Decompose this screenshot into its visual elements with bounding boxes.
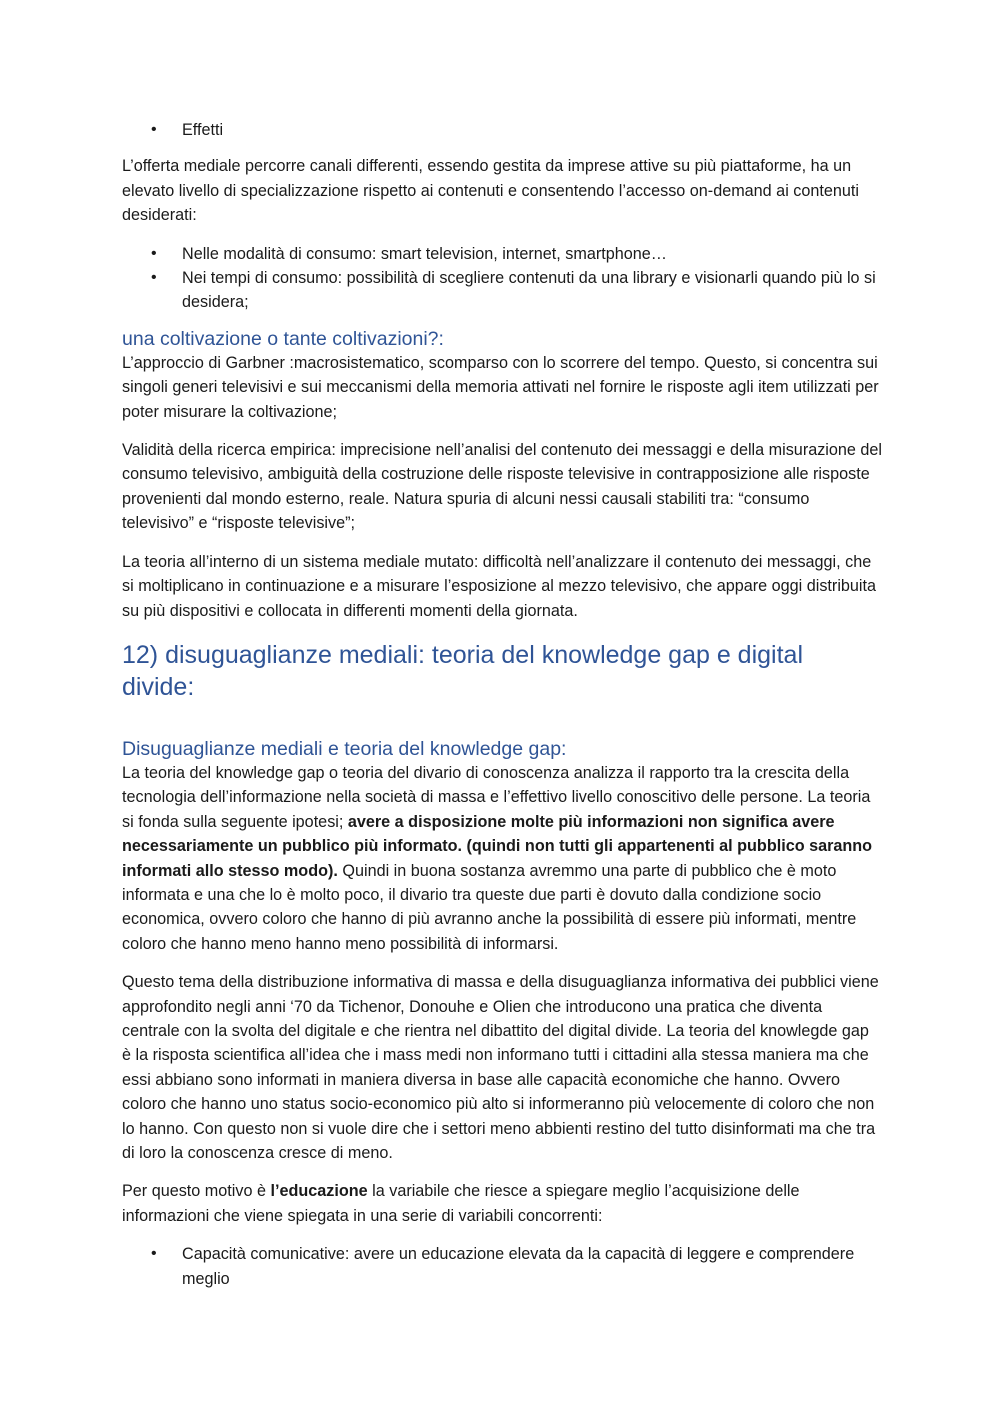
bullet-icon: • xyxy=(151,244,157,262)
heading-section-12: 12) disuguaglianze mediali: teoria del knowledge gap e digital divide: xyxy=(122,640,804,701)
list-item: • Nei tempi di consumo: possibilità di scegliere contenuti da una library e visionarli quando più lo si desidera; xyxy=(122,266,882,315)
paragraph-offerta: L’offerta mediale percorre canali differenti, essendo gestita da imprese attive su più piattaforme, ha un elevato livello di specializzazione rispetto ai contenuti e consentendo l’accesso on-demand ai contenuti desiderati: xyxy=(122,157,859,225)
bullet-list-effetti xyxy=(122,118,882,142)
bullet-list-consumo xyxy=(122,242,882,315)
paragraph-validita: Validità della ricerca empirica: imprecisione nell’analisi del contenuto dei messaggi e della misurazione del consumo televisivo, ambiguità della costruzione delle risposte televisive in contrapposizione alle risposte provenienti dal mondo esterno, reale. Natura spuria di alcuni nessi causali stabiliti tra: “consumo televisivo” e “risposte televisive”; xyxy=(122,441,883,533)
spacer xyxy=(122,703,882,737)
paragraph-approccio: L’approccio di Garbner :macrosistematico, scomparso con lo scorrere del tempo. Questo, si concentra sui singoli generi televisivi e sui meccanismi della memoria attivati nel fornire le risposte agli item utilizzati per poter misurare la coltivazione; xyxy=(122,353,879,421)
paragraph-knowledge-gap: La teoria del knowledge gap o teoria del divario di conoscenza analizza il rapporto tra la crescita della tecnologia dell’informazione nella società di massa e l’effettivo livello conoscitivo delle persone. La teoria si fonda sulla seguente ipotesi; avere a disposizione molte più informazioni non significa avere necessariamente un pubblico più informato. (quindi non tutti gli appartenenti al pubblico saranno informati allo stesso modo). Quindi in buona sostanza avremmo una parte di pubblico che è moto informata e una che lo è molto poco, il divario tra queste due parti è dovuto dalla condizione socio economica, ovvero coloro che hanno di più avranno anche la possibilità di essere più informati, mentre coloro che hanno meno hanno meno possibilità di informarsi. xyxy=(122,763,873,953)
paragraph-teoria-sistema: La teoria all’interno di un sistema mediale mutato: difficoltà nell’analizzare il contenuto dei messaggi, che si moltiplicano in continuazione e a misurare l’esposizione al mezzo televisivo, che appare oggi distribuita su più dispositivi e collocata in differenti momenti della giornata. xyxy=(122,552,877,620)
list-item: • Effetti xyxy=(122,118,882,142)
list-item: • Nelle modalità di consumo: smart television, internet, smartphone… xyxy=(122,242,882,266)
heading-knowledge-gap: Disuguaglianze mediali e teoria del knowledge gap: xyxy=(122,737,567,760)
bullet-icon: • xyxy=(151,121,157,138)
document-page xyxy=(122,118,882,1303)
bullet-icon: • xyxy=(151,1245,157,1263)
heading-coltivazione: una coltivazione o tante coltivazioni?: xyxy=(122,327,444,350)
bold-educazione: l’educazione xyxy=(270,1182,368,1201)
bullet-list-variabili xyxy=(122,1242,882,1291)
bold-hypothesis: avere a disposizione molte più informazioni non significa avere necessariamente un pubblico più informato. (quindi non tutti gli appartenenti al pubblico saranno informati allo stesso modo). xyxy=(122,812,873,880)
list-item: • Capacità comunicative: avere un educazione elevata da la capacità di leggere e comprendere meglio xyxy=(122,1242,882,1291)
paragraph-tema: Questo tema della distribuzione informativa di massa e della disuguaglianza informativa dei pubblici viene approfondito negli anni ‘70 da Tichenor, Donouhe e Olien che introducono una pratica che diventa centrale con la svolta del digitale e che rientra nel dibattito del digital divide. La teoria del knowlegde gap è la risposta scientifica all’idea che i mass medi non informano tutti i cittadini alla stessa maniera ma che essi abbiano sono informati in maniera diversa in base alle capacità economiche che hanno. Ovvero coloro che hanno uno status socio-economico più alto si informeranno più velocemente di coloro che non lo hanno. Con questo non si vuole dire che i settori meno abbienti restino del tutto disinformati ma che tra di loro la conoscenza cresce di meno. xyxy=(122,973,879,1162)
paragraph-educazione: Per questo motivo è l’educazione la variabile che riesce a spiegare meglio l’acquisizione delle informazioni che viene spiegata in una serie di variabili concorrenti: xyxy=(122,1182,800,1225)
bullet-icon: • xyxy=(151,269,157,287)
